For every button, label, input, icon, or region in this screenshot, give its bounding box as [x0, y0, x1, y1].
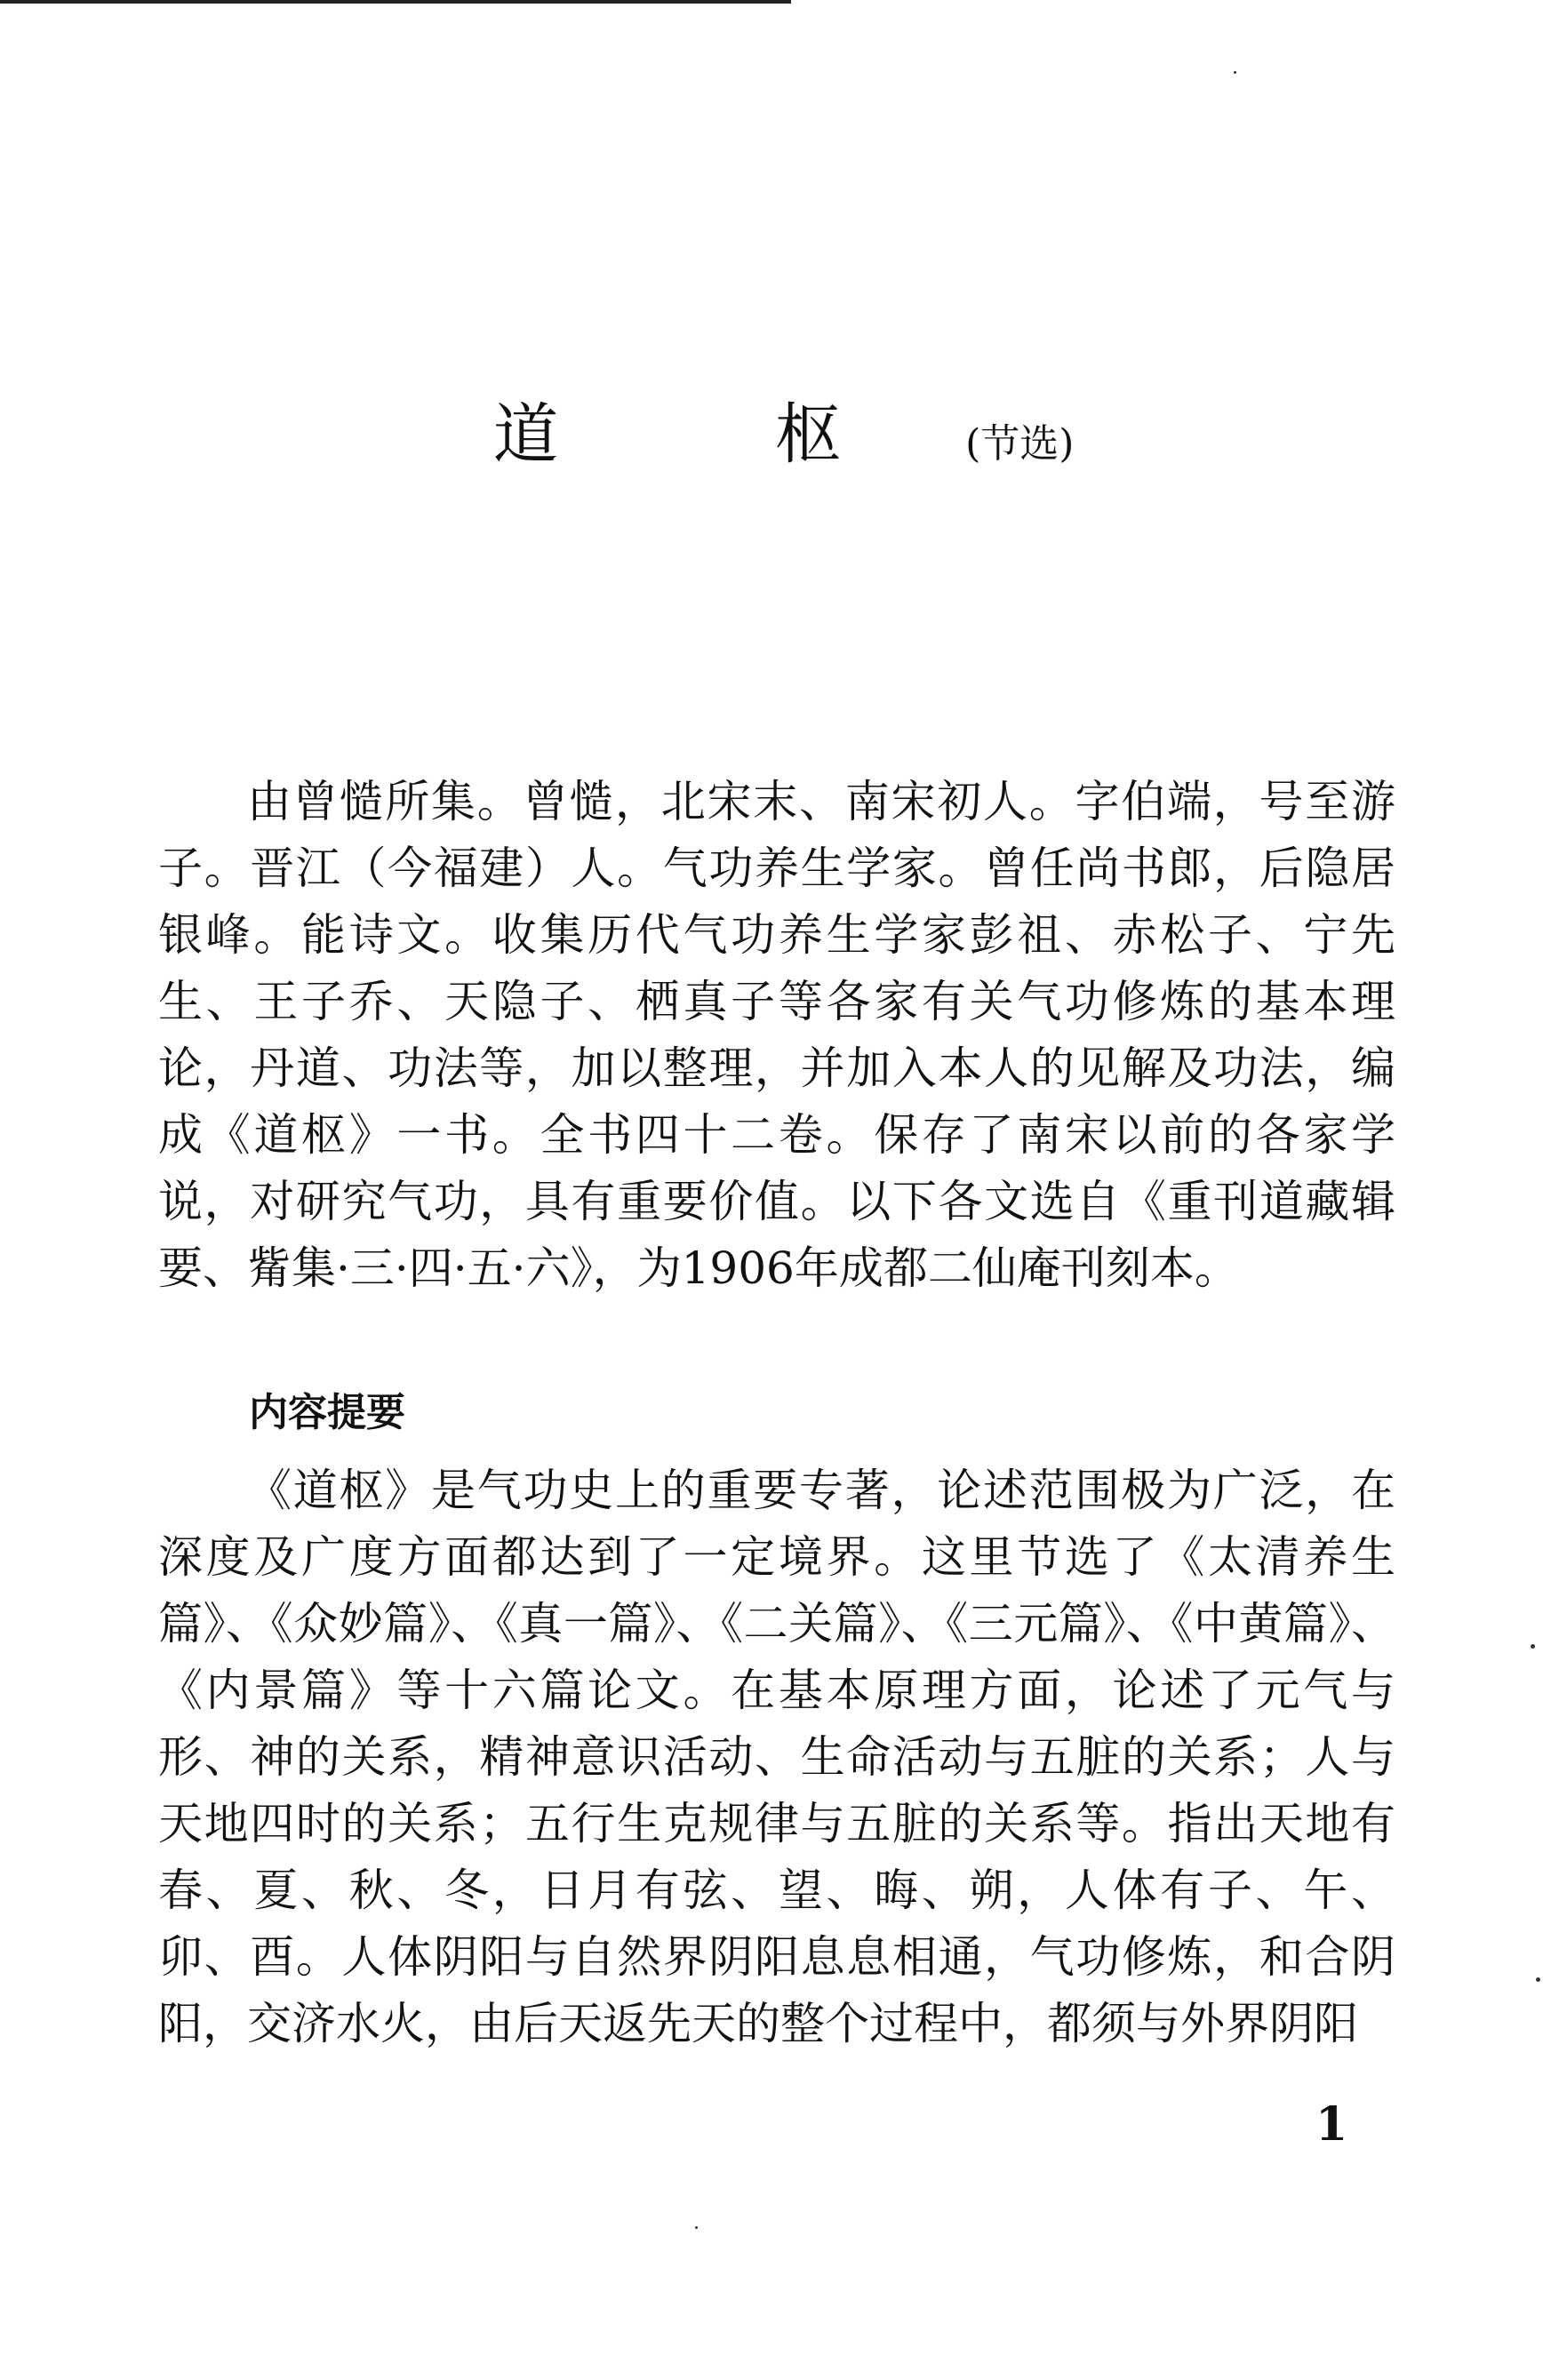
section-heading: 内容提要: [249, 1390, 405, 1435]
scan-speck: [695, 2226, 698, 2229]
summary-paragraph: 《道枢》是气功史上的重要专著，论述范围极为广泛，在深度及广度方面都达到了一定境界。这里节选了《太清养生篇》、《众妙篇》、《真一篇》、《二关篇》、《三元篇》、《中黄篇》、《内景篇》等十六篇论文。在基本原理方面，论述了元气与形、神的关系，精神意识活动、生命活动与五脏的关系；人与天地四时的关系；五行生克规律与五脏的关系等。指出天地有春、夏、秋、冬，日月有弦、望、晦、朔，人体有子、午、卯、酉。人体阴阳与自然界阴阳息息相通，气功修炼，和合阴阳，交济水火，由后天返先天的整个过程中，都须与外界阴阳: [158, 1465, 1395, 2049]
page-subtitle: (节选): [965, 421, 1075, 467]
scan-speck: [1536, 1977, 1540, 1982]
title-block: [0, 382, 1567, 476]
intro-paragraph: 由曾慥所集。曾慥，北宋末、南宋初人。字伯端，号至游子。晋江（今福建）人。气功养生学家。曾任尚书郎，后隐居银峰。能诗文。收集历代气功养生学家彭祖、赤松子、宁先生、王子乔、天隐子、栖真子等各家有关气功修炼的基本理论，丹道、功法等，加以整理，并加入本人的见解及功法，编成《道枢》一书。全书四十二卷。保存了南宋以前的各家学说，对研究气功，具有重要价值。以下各文选自《重刊道藏辑要、觜集·三·四·五·六》，为1906年成都二仙庵刊刻本。: [158, 776, 1395, 1294]
scan-speck: [1531, 1644, 1535, 1649]
top-border-rule: [0, 0, 791, 4]
page-title: 道 枢: [492, 396, 939, 473]
scan-speck: [1234, 71, 1236, 74]
page-number: 1: [1315, 2097, 1348, 2152]
